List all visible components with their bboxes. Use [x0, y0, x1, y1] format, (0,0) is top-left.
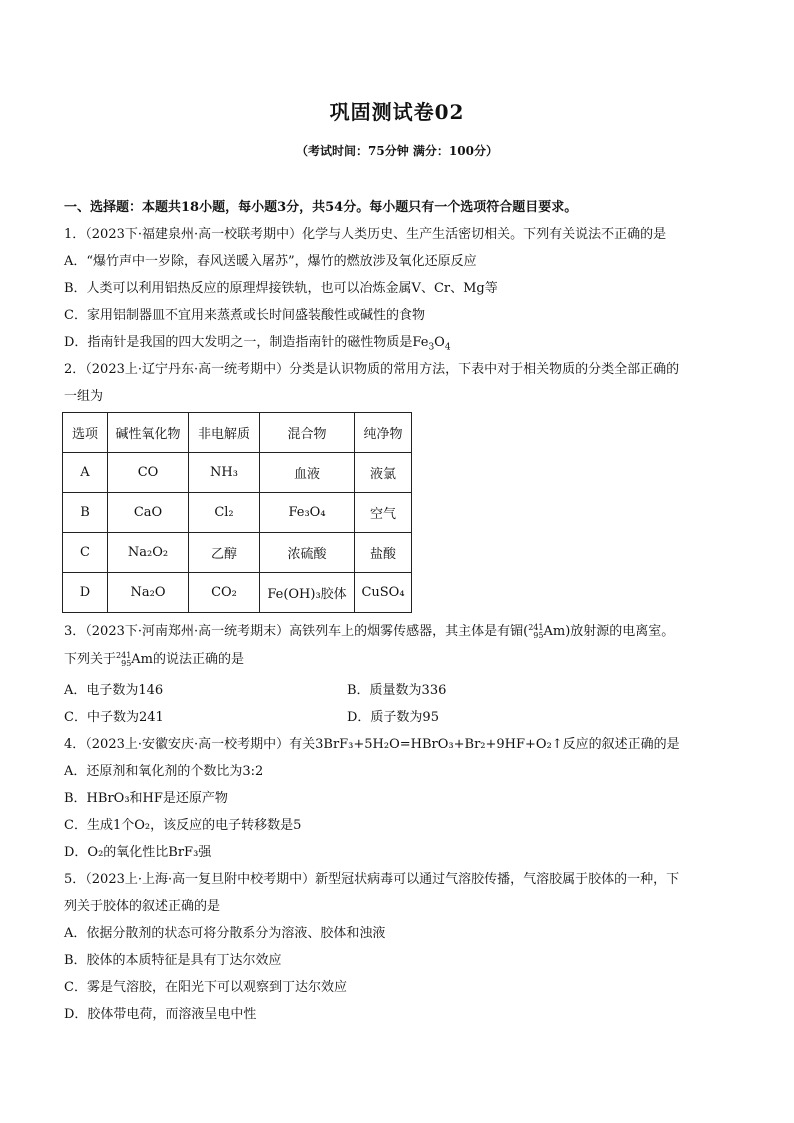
table-cell: D [63, 573, 108, 613]
table-cell: 空气 [355, 493, 412, 533]
table-cell: 乙醇 [189, 533, 260, 573]
q5-option-b: B．胶体的本质特征是具有丁达尔效应 [64, 953, 282, 968]
q5-option-a: A．依据分散剂的状态可将分散系分为溶液、胶体和浊液 [64, 926, 386, 941]
q3-option-b: B．质量数为336 [347, 683, 447, 698]
table-cell: CO [108, 453, 189, 493]
classification-table [62, 412, 412, 613]
table-header-cell: 非电解质 [189, 413, 260, 453]
q4-option-a: A．还原剂和氧化剂的个数比为3:2 [64, 764, 264, 779]
table-cell: 血液 [260, 453, 355, 493]
table-cell: Na₂O₂ [108, 533, 189, 573]
q3-stem-line1: 3．（2023下·河南郑州·高一统考期末）高铁列车上的烟雾传感器，其主体是有镅(241 95Am)放射源的电离室。 [64, 622, 675, 640]
q3-option-a: A．电子数为146 [64, 683, 164, 698]
table-cell: Cl₂ [189, 493, 260, 533]
table-cell: Fe(OH)₃胶体 [260, 573, 355, 613]
table-cell: C [63, 533, 108, 573]
table-row [63, 573, 412, 613]
table-cell: CuSO₄ [355, 573, 412, 613]
q1-option-b: B．人类可以利用铝热反应的原理焊接铁轨，也可以冶炼金属V、Cr、Mg等 [64, 281, 498, 296]
table-cell: B [63, 493, 108, 533]
table-cell: 液氯 [355, 453, 412, 493]
table-cell: Fe₃O₄ [260, 493, 355, 533]
q1-option-d: D．指南针是我国的四大发明之一，制造指南针的磁性物质是$Fe_3O_4$ [64, 335, 451, 353]
q5-option-d: D．胶体带电荷，而溶液呈电中性 [64, 1007, 257, 1022]
page-title: 巩固测试卷02 [329, 100, 465, 124]
q4-stem: 4．（2023上·安徽安庆·高一校考期中）有关3BrF₃+5H₂O=HBrO₃+Br₂+9HF+O₂↑反应的叙述正确的是 [64, 737, 680, 752]
table-row [63, 453, 412, 493]
q3-stem-line2: 下列关于241 95Am的说法正确的是 [64, 650, 245, 668]
table-cell: 盐酸 [355, 533, 412, 573]
q1-stem: 1．（2023下·福建泉州·高一校联考期中）化学与人类历史、生产生活密切相关。下列有关说法不正确的是 [64, 227, 667, 242]
q4-option-d: D．O₂的氧化性比BrF₃强 [64, 845, 212, 860]
exam-info: （考试时间：75分钟 满分：100分） [296, 144, 498, 158]
table-header-cell: 混合物 [260, 413, 355, 453]
table-cell: Na₂O [108, 573, 189, 613]
q5-option-c: C．雾是气溶胶，在阳光下可以观察到丁达尔效应 [64, 980, 347, 995]
table-cell: CO₂ [189, 573, 260, 613]
table-row [63, 533, 412, 573]
q2-stem-line1: 2．（2023上·辽宁丹东·高一统考期中）分类是认识物质的常用方法，下表中对于相关物质的分类全部正确的 [64, 362, 680, 377]
table-cell: A [63, 453, 108, 493]
table-cell: NH₃ [189, 453, 260, 493]
table-cell: CaO [108, 493, 189, 533]
table-header-cell: 纯净物 [355, 413, 412, 453]
q4-option-c: C．生成1个O₂，该反应的电子转移数是5 [64, 818, 302, 833]
table-header-cell: 碱性氧化物 [108, 413, 189, 453]
q4-option-b: B．HBrO₃和HF是还原产物 [64, 791, 228, 806]
table-cell: 浓硫酸 [260, 533, 355, 573]
q1-option-c: C．家用铝制器皿不宜用来蒸煮或长时间盛装酸性或碱性的食物 [64, 308, 425, 323]
section-heading: 一、选择题：本题共18小题，每小题3分，共54分。每小题只有一个选项符合题目要求。 [64, 200, 578, 215]
q3-option-c: C．中子数为241 [64, 710, 164, 725]
table-header-row [63, 413, 412, 453]
q3-option-d: D．质子数为95 [347, 710, 439, 725]
table-row [63, 493, 412, 533]
q1-option-a: A．“爆竹声中一岁除，春风送暖入屠苏”，爆竹的燃放涉及氧化还原反应 [64, 254, 477, 269]
q5-stem-line1: 5．（2023上·上海·高一复旦附中校考期中）新型冠状病毒可以通过气溶胶传播，气溶胶属于胶体的一种，下 [64, 872, 680, 887]
q2-stem-line2: 一组为 [64, 389, 104, 404]
q5-stem-line2: 列关于胶体的叙述正确的是 [64, 899, 221, 914]
table-header-cell: 选项 [63, 413, 108, 453]
